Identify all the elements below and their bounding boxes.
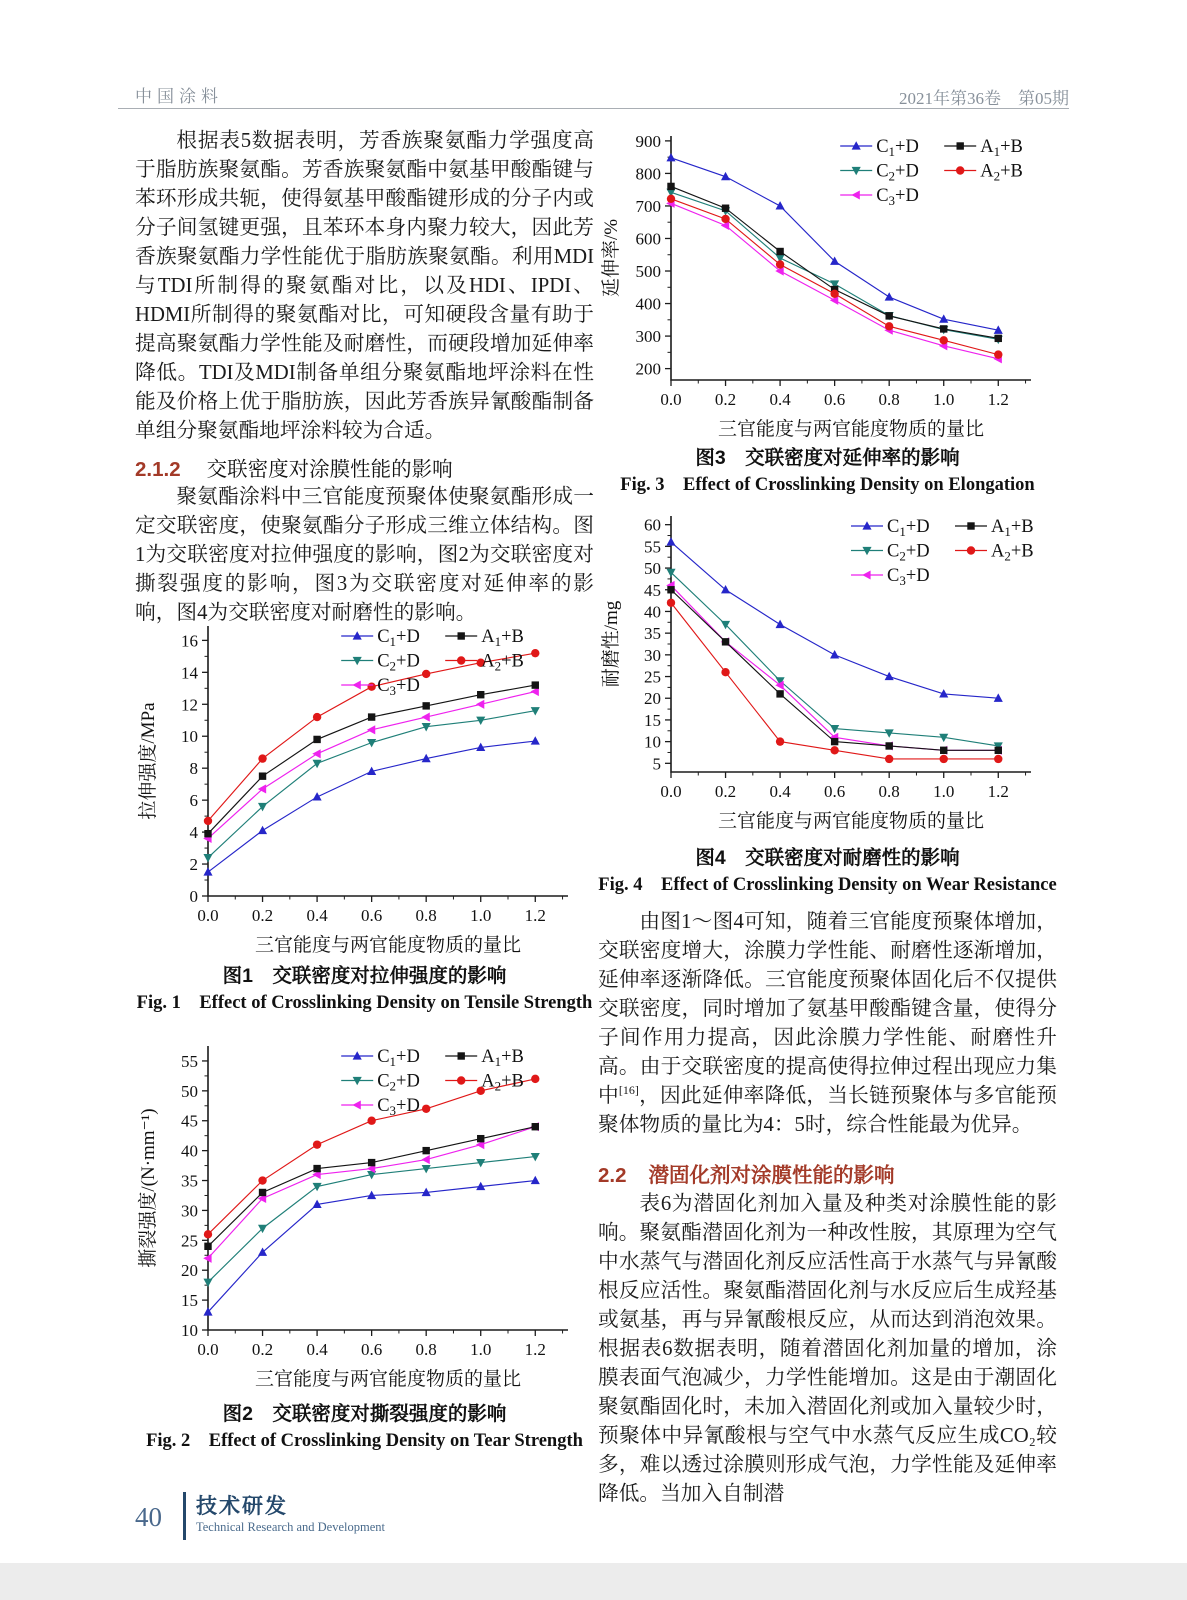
svg-text:4: 4 <box>189 823 198 843</box>
section-title: 交联密度对涂膜性能的影响 <box>206 458 453 481</box>
svg-text:0.4: 0.4 <box>306 906 328 925</box>
svg-text:12: 12 <box>181 695 198 715</box>
svg-text:900: 900 <box>635 131 661 151</box>
svg-text:30: 30 <box>181 1201 198 1221</box>
svg-text:C2+D: $C_2+D$ <box>876 161 919 184</box>
svg-text:A1+B: $A_1+B$ <box>980 137 1023 159</box>
svg-text:10: 10 <box>644 732 661 752</box>
section-heading-2-1-2 <box>135 452 453 482</box>
svg-text:50: 50 <box>644 559 661 579</box>
page-bottom-band <box>0 1563 1187 1600</box>
svg-text:A2+B: $A_2+B$ <box>980 161 1023 184</box>
paragraph-crosslink-intro: 聚氨酯涂料中三官能度预聚体使聚氨酯形成一定交联密度，使聚氨酯分子形成三维立体结构。图1为交联密度对拉伸强度的影响，图2为交联密度对撕裂强度的影响，图3为交联密度对延伸率的影响，图4为交联密度对耐磨性的影响。 <box>135 486 594 624</box>
svg-text:0.0: 0.0 <box>197 1340 219 1359</box>
svg-text:800: 800 <box>635 164 661 184</box>
svg-text:0.4: 0.4 <box>769 390 791 409</box>
svg-text:0.8: 0.8 <box>878 782 900 801</box>
svg-text:16: 16 <box>181 631 198 651</box>
svg-text:0.6: 0.6 <box>361 1340 383 1359</box>
svg-text:5: 5 <box>652 754 661 774</box>
svg-text:10: 10 <box>181 1321 198 1340</box>
section-heading-2-2 <box>598 1158 895 1188</box>
svg-text:C1+D: $C_1+D$ <box>377 627 420 649</box>
discussion-text-post: ，因此延伸率降低，当长链预聚体与多官能预聚体物质的量比为4：5时，综合性能最为优异。 <box>598 1085 1057 1136</box>
paragraph-table6-intro: 表6为潜固化剂加入量及种类对涂膜性能的影响。 <box>598 1193 1057 1244</box>
svg-text:C2+D: $C_2+D$ <box>377 651 420 674</box>
svg-text:0.4: 0.4 <box>306 1340 328 1359</box>
svg-text:15: 15 <box>181 1291 198 1311</box>
svg-text:45: 45 <box>644 580 661 600</box>
figure4-caption-en: Fig. 4 Effect of Crosslinking Density on Wear Resistance <box>598 875 1057 895</box>
svg-text:C3+D: $C_3+D$ <box>377 1096 420 1118</box>
svg-text:1.2: 1.2 <box>987 782 1009 801</box>
svg-text:A1+B: $A_1+B$ <box>991 517 1034 539</box>
svg-text:C2+D: $C_2+D$ <box>887 541 930 564</box>
svg-text:0.0: 0.0 <box>660 782 682 801</box>
figure4-caption-cn: 图4 交联密度对耐磨性的影响 <box>695 847 960 869</box>
svg-text:1.0: 1.0 <box>470 1340 492 1359</box>
svg-text:6: 6 <box>189 791 198 811</box>
figure4-wear-chart <box>599 506 1055 834</box>
svg-text:25: 25 <box>644 667 661 687</box>
svg-text:14: 14 <box>181 663 198 683</box>
section-number: 2.1.2 <box>135 458 181 481</box>
svg-text:A2+B: $A_2+B$ <box>991 541 1034 564</box>
svg-text:400: 400 <box>635 294 661 314</box>
figure1-caption-en: Fig. 1 Effect of Crosslinking Density on Tensile Strength <box>136 993 593 1013</box>
svg-text:50: 50 <box>181 1081 198 1101</box>
footer-divider <box>183 1492 186 1540</box>
svg-text:1.2: 1.2 <box>524 906 546 925</box>
figure3-caption-en: Fig. 3 Effect of Crosslinking Density on Elongation <box>620 475 1035 495</box>
svg-text:延伸率/%: 延伸率/% <box>601 218 622 298</box>
svg-text:C1+D: $C_1+D$ <box>377 1047 420 1069</box>
svg-text:0.8: 0.8 <box>415 1340 437 1359</box>
svg-text:0.8: 0.8 <box>878 390 900 409</box>
footer-section-en: Technical Research and Development <box>196 1520 385 1534</box>
svg-text:500: 500 <box>635 262 661 282</box>
svg-text:55: 55 <box>181 1051 198 1071</box>
svg-text:0.2: 0.2 <box>251 906 274 925</box>
svg-text:C3+D: $C_3+D$ <box>887 566 930 588</box>
svg-text:C1+D: $C_1+D$ <box>887 517 930 539</box>
page-number: 40 <box>135 1502 162 1532</box>
svg-text:0.2: 0.2 <box>714 782 737 801</box>
svg-text:三官能度与两官能度物质的量比: 三官能度与两官能度物质的量比 <box>254 935 522 956</box>
svg-text:1.2: 1.2 <box>524 1340 546 1359</box>
citation-16: [16] <box>618 1083 639 1098</box>
paragraph-latent-curing-agent: 聚氨酯潜固化剂为一种改性胺，其原理为空气中水蒸气与潜固化剂反应活性高于水蒸气与异氰酸根反应活性。聚氨酯潜固化剂与水反应后生成羟基或氨基，再与异氰酸根反应，从而达到消泡效果。根据表6数据表明，随着潜固化剂加量的增加，涂膜表面气泡减少，力学性能增加。这是由于潮固化聚氨酯固化时，未加入潜固化剂或加入量较少时，预聚体中异氰酸根与空气中水蒸气反应生成CO₂较多，难以透过涂膜则形成气泡，力学性能及延伸率降低。当加入自制潜 <box>598 1222 1057 1505</box>
svg-text:0.0: 0.0 <box>197 906 219 925</box>
svg-text:0.0: 0.0 <box>660 390 682 409</box>
svg-text:1.0: 1.0 <box>470 906 492 925</box>
figure2-caption-cn: 图2 交联密度对撕裂强度的影响 <box>222 1403 507 1425</box>
journal-issue: 2021年第36卷 第05期 <box>899 89 1069 108</box>
svg-text:0.2: 0.2 <box>714 390 737 409</box>
svg-text:拉伸强度/MPa: 拉伸强度/MPa <box>138 702 159 820</box>
svg-text:耐磨性/mg: 耐磨性/mg <box>601 600 622 688</box>
figure2-tear-chart <box>136 1036 592 1392</box>
svg-text:300: 300 <box>635 327 661 347</box>
svg-text:A1+B: $A_1+B$ <box>481 627 524 649</box>
svg-text:A2+B: $A_2+B$ <box>481 651 524 674</box>
figure1-tensile-chart <box>136 616 592 958</box>
svg-text:1.2: 1.2 <box>987 390 1009 409</box>
footer-section-cn: 技术研发 <box>196 1495 288 1518</box>
svg-text:0.6: 0.6 <box>824 782 846 801</box>
svg-text:0.6: 0.6 <box>824 390 846 409</box>
svg-text:60: 60 <box>644 515 661 535</box>
svg-text:C1+D: $C_1+D$ <box>876 137 919 159</box>
svg-text:700: 700 <box>635 196 661 216</box>
section-title: 潜固化剂对涂膜性能的影响 <box>648 1164 895 1187</box>
svg-text:35: 35 <box>644 624 661 644</box>
svg-text:45: 45 <box>181 1111 198 1131</box>
svg-text:0.2: 0.2 <box>251 1340 274 1359</box>
svg-text:25: 25 <box>181 1231 198 1251</box>
svg-text:40: 40 <box>181 1141 198 1161</box>
svg-text:600: 600 <box>635 229 661 249</box>
svg-text:55: 55 <box>644 537 661 557</box>
figure3-caption-cn: 图3 交联密度对延伸率的影响 <box>695 447 960 469</box>
svg-text:C3+D: $C_3+D$ <box>377 676 420 698</box>
svg-text:三官能度与两官能度物质的量比: 三官能度与两官能度物质的量比 <box>717 811 985 832</box>
svg-text:A1+B: $A_1+B$ <box>481 1047 524 1069</box>
header-rule <box>118 108 1069 109</box>
svg-text:A2+B: $A_2+B$ <box>481 1071 524 1094</box>
svg-text:0.4: 0.4 <box>769 782 791 801</box>
svg-text:2: 2 <box>189 855 198 875</box>
figure3-elongation-chart <box>599 126 1055 442</box>
svg-text:30: 30 <box>644 645 661 665</box>
svg-text:0: 0 <box>189 887 198 906</box>
svg-text:40: 40 <box>644 602 661 622</box>
svg-text:10: 10 <box>181 727 198 747</box>
svg-text:20: 20 <box>644 689 661 709</box>
section-number: 2.2 <box>598 1164 627 1187</box>
svg-text:35: 35 <box>181 1171 198 1191</box>
svg-text:15: 15 <box>644 710 661 730</box>
svg-text:20: 20 <box>181 1261 198 1281</box>
svg-text:三官能度与两官能度物质的量比: 三官能度与两官能度物质的量比 <box>717 419 985 440</box>
svg-text:C3+D: $C_3+D$ <box>876 186 919 208</box>
journal-name: 中国涂料 <box>135 87 223 106</box>
figure1-caption-cn: 图1 交联密度对拉伸强度的影响 <box>222 965 507 987</box>
svg-text:8: 8 <box>189 759 198 779</box>
paragraph-aromatic-pu: 根据表5数据表明，芳香族聚氨酯力学强度高于脂肪族聚氨酯。芳香族聚氨酯中氨基甲酸酯键与苯环形成共轭，使得氨基甲酸酯键形成的分子内或分子间氢键更强，且苯环本身内聚力较大，因此芳香族聚氨酯力学性能优于脂肪族聚氨酯。利用MDI与TDI所制得的聚氨酯对比，以及HDI、IPDI、HDMI所制得的聚氨酯对比，可知硬段含量有助于提高聚氨酯力学性能及耐磨性，而硬段增加延伸率降低。TDI及MDI制备单组分聚氨酯地坪涂料在性能及价格上优于脂肪族，因此芳香族异氰酸酯制备单组分聚氨酯地坪涂料较为合适。 <box>135 130 594 442</box>
svg-text:C2+D: $C_2+D$ <box>377 1071 420 1094</box>
svg-text:三官能度与两官能度物质的量比: 三官能度与两官能度物质的量比 <box>254 1369 522 1390</box>
discussion-text-pre: 由图1～图4可知，随着三官能度预聚体增加，交联密度增大，涂膜力学性能、耐磨性逐渐增加，延伸率逐渐降低。三官能度预聚体固化后不仅提供交联密度，同时增加了氨基甲酸酯键含量，使得分子间作用力提高，因此涂膜力学性能、耐磨性升高。由于交联密度的提高使得拉伸过程出现应力集中 <box>598 911 1057 1107</box>
figure2-caption-en: Fig. 2 Effect of Crosslinking Density on Tear Strength <box>146 1431 583 1451</box>
svg-text:撕裂强度/(N·mm⁻¹): 撕裂强度/(N·mm⁻¹) <box>138 1108 159 1268</box>
svg-text:1.0: 1.0 <box>933 782 955 801</box>
paragraph-figures-discussion <box>598 908 1057 1140</box>
svg-text:0.8: 0.8 <box>415 906 437 925</box>
svg-text:1.0: 1.0 <box>933 390 955 409</box>
svg-text:200: 200 <box>635 359 661 379</box>
svg-text:0.6: 0.6 <box>361 906 383 925</box>
